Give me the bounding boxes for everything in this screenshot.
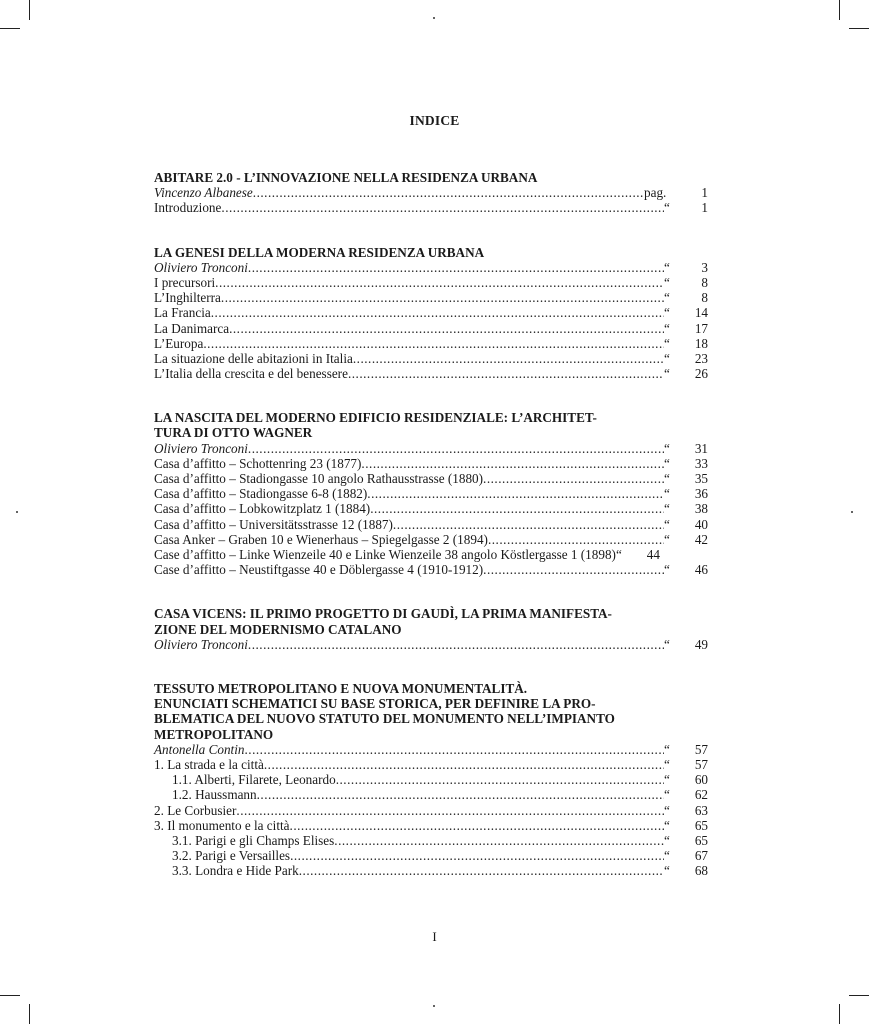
entry-page-number: 8 <box>701 274 708 290</box>
page-abbrev-mark: “ <box>664 817 670 833</box>
toc-section <box>154 410 708 577</box>
page-abbrev-mark: “ <box>664 290 670 306</box>
entry-title: L’Europa <box>154 335 204 351</box>
entry-page-number: 44 <box>646 546 660 562</box>
registration-dot <box>433 17 435 19</box>
dot-leader <box>221 290 664 305</box>
dot-leader <box>367 486 664 501</box>
toc-entry[interactable] <box>154 637 708 652</box>
entry-title: La situazione delle abitazioni in Italia <box>154 350 353 366</box>
dot-leader <box>248 260 664 275</box>
toc-entry[interactable] <box>154 742 708 757</box>
entry-title: Casa d’affitto – Stadiongasse 10 angolo Rathausstrasse (1880) <box>154 471 484 487</box>
entry-page-number: 1 <box>701 185 708 201</box>
entry-page-number: 65 <box>694 832 708 848</box>
page-abbrev-mark: “ <box>664 200 670 216</box>
entry-title: 3.3. Londra e Hide Park <box>172 863 299 879</box>
toc-entry[interactable] <box>154 486 708 501</box>
entry-page-number: 57 <box>694 741 708 757</box>
entry-title: 3.1. Parigi e gli Champs Elises <box>172 832 335 848</box>
entry-page-number: 17 <box>694 320 708 336</box>
section-title: METROPOLITANO <box>154 726 274 742</box>
dot-leader <box>488 532 664 547</box>
entry-title: Case d’affitto – Linke Wienzeile 40 e Linke Wienzeile 38 angolo Köstlergasse 1 (1898) <box>154 546 616 562</box>
entry-title: La Danimarca <box>154 320 230 336</box>
dot-leader <box>229 321 664 336</box>
dot-leader <box>203 336 664 351</box>
entry-title: Casa Anker – Graben 10 e Wienerhaus – Spiegelgasse 2 (1894) <box>154 531 488 547</box>
entry-title: Casa d’affitto – Universitätsstrasse 12 (1887) <box>154 516 393 532</box>
toc-entry[interactable] <box>154 336 708 351</box>
entry-title: L’Italia della crescita e del benessere <box>154 366 348 382</box>
dot-leader <box>290 818 664 833</box>
registration-dot <box>433 1005 435 1007</box>
dot-leader <box>248 637 664 652</box>
dot-leader <box>334 833 664 848</box>
dot-leader <box>353 351 664 366</box>
page-abbrev-mark: “ <box>664 305 670 321</box>
page-abbrev-mark: “ <box>664 787 670 803</box>
page-abbrev-mark: “ <box>664 848 670 864</box>
dot-leader <box>215 275 664 290</box>
page-abbrev-mark: “ <box>664 516 670 532</box>
toc-entry[interactable] <box>154 787 708 802</box>
crop-mark <box>849 28 869 29</box>
page-abbrev-mark: “ <box>664 772 670 788</box>
section-title: ZIONE DEL MODERNISMO CATALANO <box>154 621 402 637</box>
entry-page-number: 38 <box>694 501 708 517</box>
crop-mark <box>0 995 20 996</box>
entry-title: 3.2. Parigi e Versailles <box>172 848 291 864</box>
page-abbrev-mark: “ <box>664 832 670 848</box>
entry-author: Oliviero Tronconi <box>154 440 248 456</box>
toc-entry[interactable] <box>154 321 708 336</box>
entry-title: 2. Le Corbusier <box>154 802 237 818</box>
entry-title: 1. La strada e la città <box>154 756 264 772</box>
dot-leader <box>299 863 664 878</box>
crop-mark <box>849 995 869 996</box>
section-title: ABITARE 2.0 - L’INNOVAZIONE NELLA RESIDENZA URBANA <box>154 170 538 185</box>
toc-entry[interactable] <box>154 562 708 577</box>
crop-mark <box>839 0 840 20</box>
toc-section <box>154 606 708 652</box>
toc-entry[interactable] <box>154 290 708 305</box>
toc-entry[interactable] <box>154 833 708 848</box>
entry-page-number: 67 <box>694 848 708 864</box>
page-abbrev-mark: “ <box>664 274 670 290</box>
entry-page-number: 62 <box>694 787 708 803</box>
entry-page-number: 1 <box>701 200 708 216</box>
dot-leader <box>236 803 664 818</box>
entry-title: 1.2. Haussmann <box>172 787 257 803</box>
crop-mark <box>839 1004 840 1024</box>
toc-entry[interactable] <box>154 772 708 787</box>
page-abbrev-mark: “ <box>664 562 670 578</box>
entry-page-number: 57 <box>694 756 708 772</box>
section-title: BLEMATICA DEL NUOVO STATUTO DEL MONUMENTO NELL’IMPIANTO <box>154 711 615 727</box>
page-abbrev-mark: “ <box>664 440 670 456</box>
toc-entry[interactable] <box>154 863 708 878</box>
page-abbrev-mark: “ <box>664 741 670 757</box>
toc-entry[interactable] <box>154 848 708 863</box>
entry-page-number: 60 <box>694 772 708 788</box>
page-abbrev-mark: “ <box>664 366 670 382</box>
dot-leader <box>348 366 664 381</box>
dot-leader <box>257 787 664 802</box>
entry-page-number: 42 <box>694 531 708 547</box>
toc-entry[interactable] <box>154 517 708 532</box>
entry-author: Vincenzo Albanese <box>154 185 253 201</box>
dot-leader <box>483 562 664 577</box>
entry-title: Introduzione <box>154 200 222 216</box>
entry-page-number: 46 <box>694 562 708 578</box>
table-of-contents <box>154 170 708 878</box>
toc-entry[interactable] <box>154 456 708 471</box>
dot-leader <box>361 456 664 471</box>
entry-author: Oliviero Tronconi <box>154 259 248 275</box>
entry-page-number: 49 <box>694 636 708 652</box>
toc-section <box>154 681 708 879</box>
section-title: LA NASCITA DEL MODERNO EDIFICIO RESIDENZIALE: L’ARCHITET- <box>154 410 597 426</box>
toc-section <box>154 245 708 382</box>
page-abbrev-mark: “ <box>664 335 670 351</box>
page-abbrev-mark: “ <box>664 486 670 502</box>
toc-entry[interactable] <box>154 275 708 290</box>
entry-title: 3. Il monumento e la città <box>154 817 290 833</box>
entry-author: Antonella Contin <box>154 741 245 757</box>
entry-page-number: 8 <box>701 290 708 306</box>
entry-title: La Francia <box>154 305 211 321</box>
dot-leader <box>264 757 664 772</box>
entry-page-number: 63 <box>694 802 708 818</box>
entry-page-number: 23 <box>694 350 708 366</box>
page-abbrev-mark: “ <box>664 531 670 547</box>
dot-leader <box>393 517 664 532</box>
crop-mark <box>0 28 20 29</box>
toc-entry[interactable] <box>154 547 708 562</box>
section-title: TESSUTO METROPOLITANO E NUOVA MONUMENTALITÀ. <box>154 680 528 696</box>
entry-page-number: 33 <box>694 455 708 471</box>
page-abbrev-mark: pag. <box>644 185 667 201</box>
entry-page-number: 68 <box>694 863 708 879</box>
toc-entry[interactable] <box>154 803 708 818</box>
entry-page-number: 65 <box>694 817 708 833</box>
dot-leader <box>244 742 664 757</box>
toc-entry[interactable] <box>154 757 708 772</box>
page-abbrev-mark: “ <box>664 471 670 487</box>
toc-entry[interactable] <box>154 200 708 215</box>
page-abbrev-mark: “ <box>664 259 670 275</box>
toc-entry[interactable] <box>154 351 708 366</box>
entry-title: Case d’affitto – Neustiftgasse 40 e Döblergasse 4 (1910-1912) <box>154 562 484 578</box>
dot-leader <box>253 185 644 200</box>
entry-author: Oliviero Tronconi <box>154 636 248 652</box>
toc-entry[interactable] <box>154 501 708 516</box>
page-abbrev-mark: “ <box>664 350 670 366</box>
dot-leader <box>248 441 664 456</box>
entry-page-number: 40 <box>694 516 708 532</box>
toc-entry[interactable] <box>154 818 708 833</box>
dot-leader <box>290 848 664 863</box>
toc-entry[interactable] <box>154 185 708 200</box>
entry-title: L’Inghilterra <box>154 290 221 306</box>
page-abbrev-mark: “ <box>664 501 670 517</box>
crop-mark <box>29 0 30 20</box>
dot-leader <box>336 772 664 787</box>
section-title: ENUNCIATI SCHEMATICI SU BASE STORICA, PER DEFINIRE LA PRO- <box>154 696 596 712</box>
toc-entry[interactable] <box>154 366 708 381</box>
entry-title: 1.1. Alberti, Filarete, Leonardo <box>172 772 336 788</box>
registration-dot <box>851 511 853 513</box>
entry-title: Casa d’affitto – Lobkowitzplatz 1 (1884) <box>154 501 371 517</box>
dot-leader <box>483 471 664 486</box>
page-abbrev-mark: “ <box>664 863 670 879</box>
page-abbrev-mark: “ <box>664 455 670 471</box>
toc-entry[interactable] <box>154 260 708 275</box>
entry-page-number: 26 <box>694 366 708 382</box>
entry-page-number: 14 <box>694 305 708 321</box>
entry-page-number: 3 <box>701 259 708 275</box>
entry-title: I precursori <box>154 274 216 290</box>
dot-leader <box>221 200 664 215</box>
page-abbrev-mark: “ <box>664 756 670 772</box>
entry-page-number: 35 <box>694 471 708 487</box>
section-title: TURA DI OTTO WAGNER <box>154 425 313 441</box>
toc-entry[interactable] <box>154 532 708 547</box>
page-abbrev-mark: “ <box>664 636 670 652</box>
dot-leader <box>370 501 664 516</box>
section-title: CASA VICENS: IL PRIMO PROGETTO DI GAUDÌ, LA PRIMA MANIFESTA- <box>154 606 612 622</box>
entry-title: Casa d’affitto – Stadiongasse 6-8 (1882) <box>154 486 368 502</box>
page-abbrev-mark: “ <box>664 320 670 336</box>
page-title: INDICE <box>409 113 460 128</box>
entry-title: Casa d’affitto – Schottenring 23 (1877) <box>154 455 362 471</box>
dot-leader <box>211 305 664 320</box>
entry-page-number: 18 <box>694 335 708 351</box>
entry-page-number: 31 <box>694 440 708 456</box>
toc-entry[interactable] <box>154 471 708 486</box>
page-abbrev-mark: “ <box>615 546 622 562</box>
registration-dot <box>16 511 18 513</box>
section-title: LA GENESI DELLA MODERNA RESIDENZA URBANA <box>154 244 485 260</box>
toc-entry[interactable] <box>154 441 708 456</box>
toc-entry[interactable] <box>154 305 708 320</box>
page-abbrev-mark: “ <box>664 802 670 818</box>
page-number: I <box>432 929 437 944</box>
entry-page-number: 36 <box>694 486 708 502</box>
toc-section <box>154 170 708 216</box>
crop-mark <box>29 1004 30 1024</box>
